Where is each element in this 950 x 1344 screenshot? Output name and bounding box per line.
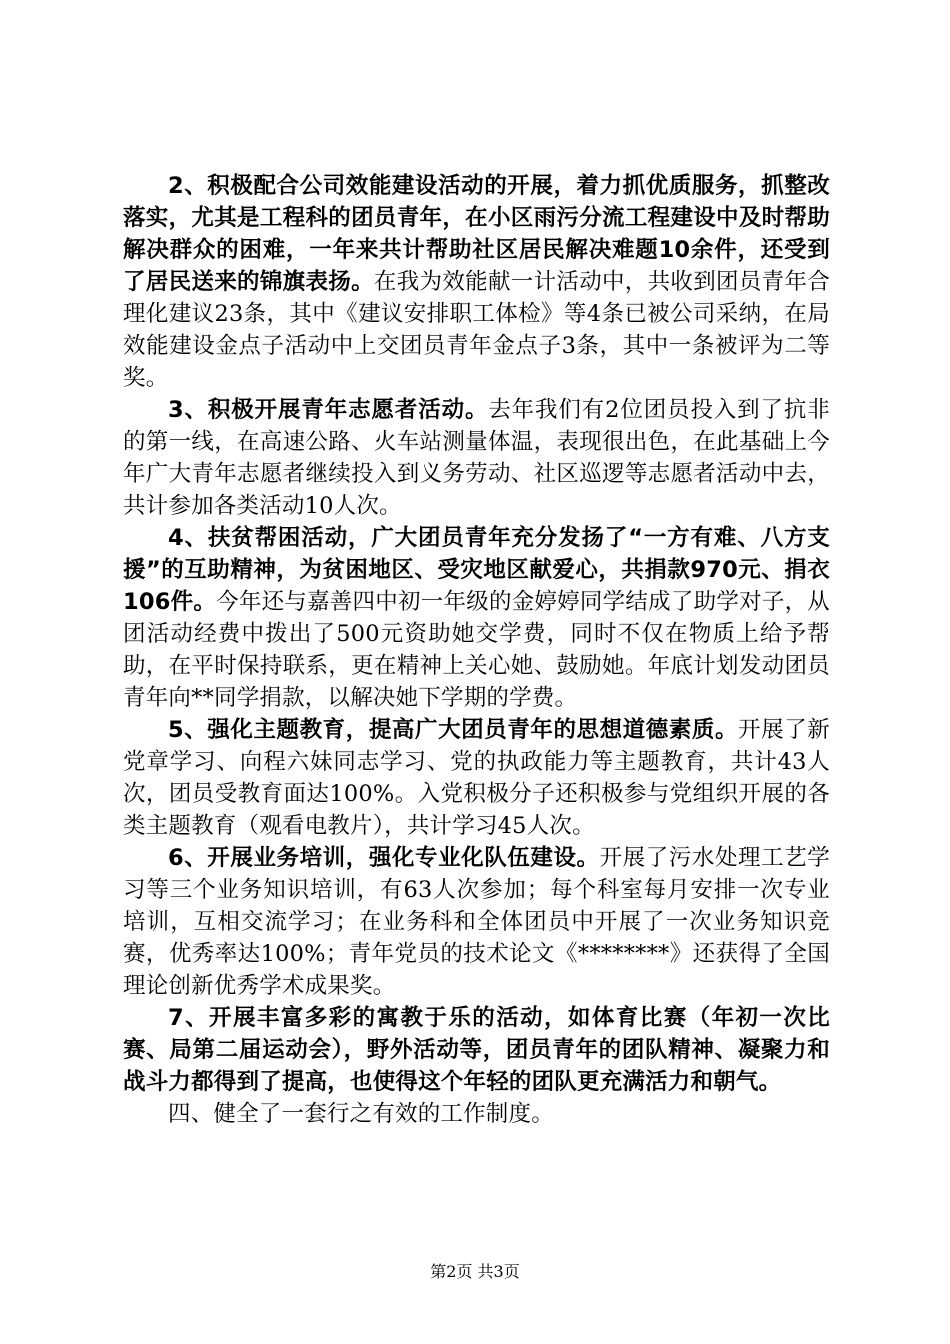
paragraph-5 (123, 714, 830, 842)
paragraph-7 (123, 1002, 830, 1098)
paragraph-6 (123, 842, 830, 1002)
paragraph-3 (123, 394, 830, 522)
page-number: 第2页 共3页 (430, 1262, 520, 1281)
paragraph-heading: 6、开展业务培训，强化专业化队伍建设。 (168, 845, 600, 871)
document-body (123, 170, 830, 1130)
paragraph-text: 去年我们有2位团员投入到了抗非的第一线，在高速公路、火车站测量体温，表现很出色，在此基础上今年广大青年志愿者继续投入到义务劳动、社区巡逻等志愿者活动中去，共计参加各类活动10人次。 (123, 397, 830, 519)
page-footer (0, 1262, 950, 1282)
paragraph-text: 开展了新党章学习、向程六妹同志学习、党的执政能力等主题教育，共计43人次，团员受教育面达100%。入党积极分子还积极参与党组织开展的各类主题教育（观看电教片），共计学习45人次。 (123, 717, 830, 839)
paragraph-text: 在我为效能献一计活动中，共收到团员青年合理化建议23条，其中《建议安排职工体检》等4条已被公司采纳，在局效能建设金点子活动中上交团员青年金点子3条，其中一条被评为二等奖。 (123, 269, 830, 391)
paragraph-text: 开展了污水处理工艺学习等三个业务知识培训，有63人次参加；每个科室每月安排一次专业培训，互相交流学习；在业务科和全体团员中开展了一次业务知识竞赛，优秀率达100%；青年党员的技术论文《********》还获得了全国理论创新优秀学术成果奖。 (123, 845, 830, 999)
paragraph-heading: 7、开展丰富多彩的寓教于乐的活动，如体育比赛（年初一次比赛、局第二届运动会），野外活动等，团员青年的团队精神、凝聚力和战斗力都得到了提高，也使得这个年轻的团队更充满活力和朝气。 (123, 1005, 830, 1095)
paragraph-heading: 3、积极开展青年志愿者活动。 (168, 397, 489, 423)
paragraph-heading: 5、强化主题教育，提高广大团员青年的思想道德素质。 (168, 717, 739, 743)
paragraph-4 (123, 522, 830, 714)
paragraph-2 (123, 170, 830, 394)
paragraph-heading: 4、扶贫帮困活动，广大团员青年充分发扬了“一方有难、八方支援”的互助精神，为贫困地区、受灾地区献爱心，共捐款970元、捐衣106件。 (123, 525, 830, 615)
section-heading-text: 四、健全了一套行之有效的工作制度。 (168, 1101, 554, 1127)
paragraph-text: 今年还与嘉善四中初一年级的金婷婷同学结成了助学对子，从团活动经费中拨出了500元资助她交学费，同时不仅在物质上给予帮助，在平时保持联系，更在精神上关心她、鼓励她。年底计划发动团员青年向**同学捐款，以解决她下学期的学费。 (123, 589, 831, 711)
section-heading-4 (123, 1098, 830, 1130)
paragraph-heading: 2、积极配合公司效能建设活动的开展，着力抓优质服务，抓整改落实，尤其是工程科的团员青年，在小区雨污分流工程建设中及时帮助解决群众的困难，一年来共计帮助社区居民解决难题10余件，还受到了居民送来的锦旗表扬。 (123, 173, 830, 295)
